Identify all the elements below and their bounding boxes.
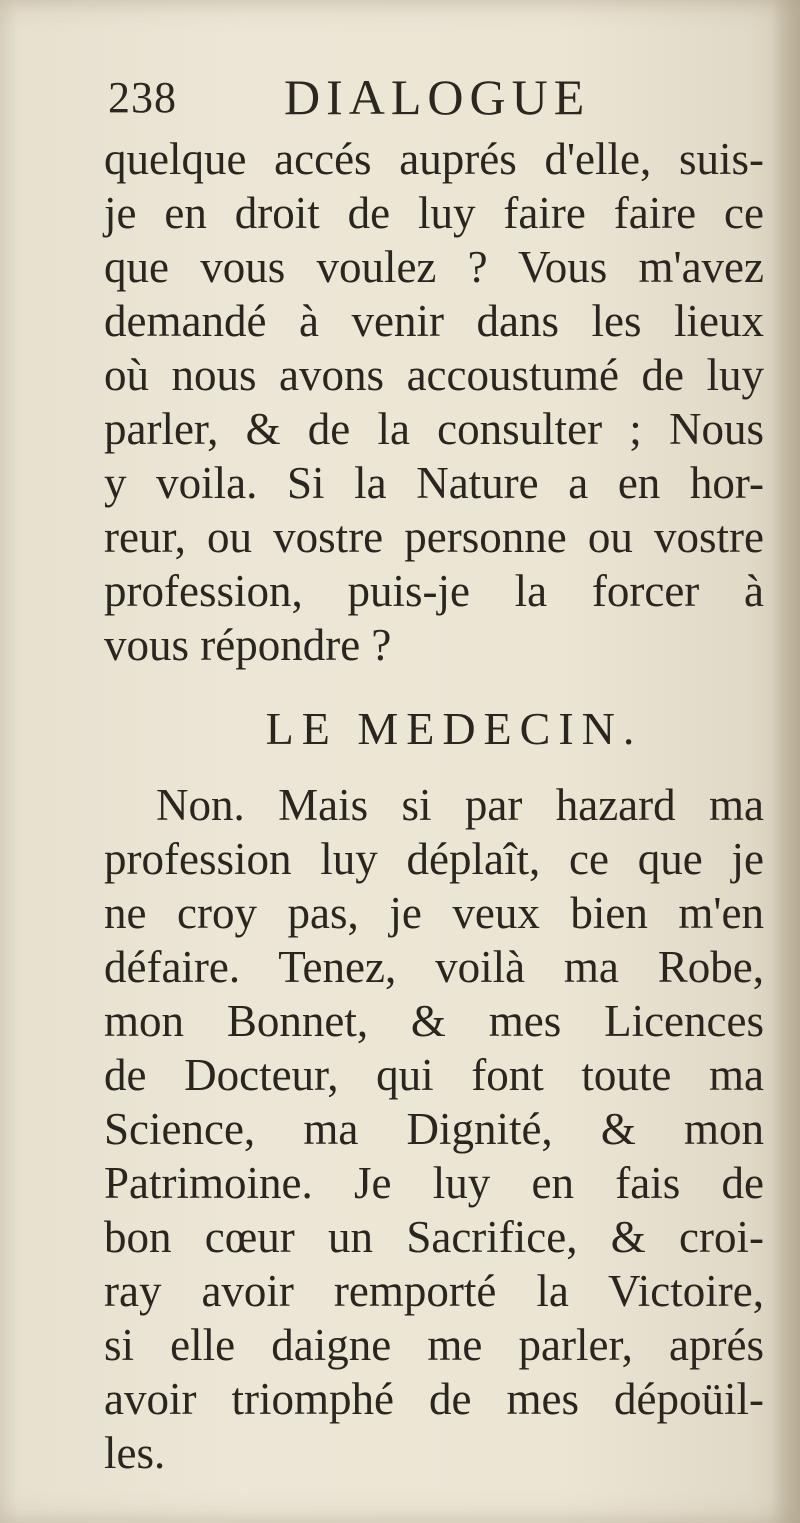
- text-line: Patrimoine. Je luy en fais de: [104, 1158, 764, 1208]
- text-line: ray avoir remporté la Victoire,: [104, 1266, 764, 1316]
- text-line: je en droit de luy faire faire ce: [104, 188, 764, 238]
- text-line: si elle daigne me parler, aprés: [104, 1320, 764, 1370]
- text-line: de Docteur, qui font toute ma: [104, 1050, 764, 1100]
- page-header: [108, 68, 748, 138]
- text-line: avoir triomphé de mes dépoüil-: [104, 1374, 764, 1424]
- text-line: les.: [104, 1428, 166, 1478]
- paragraph-1: [104, 132, 764, 672]
- text-line: Non. Mais si par hazard ma: [156, 780, 764, 830]
- text-line: parler, & de la consulter ; Nous: [104, 404, 764, 454]
- text-line: que vous voulez ? Vous m'avez: [104, 242, 764, 292]
- speaker-heading: LE MEDECIN.: [265, 703, 643, 754]
- text-line: demandé à venir dans les lieux: [104, 296, 764, 346]
- text-line: y voila. Si la Nature a en hor-: [104, 458, 764, 508]
- text-line: défaire. Tenez, voilà ma Robe,: [104, 942, 764, 992]
- page-number: 238: [108, 73, 177, 122]
- page-text: [104, 132, 764, 1480]
- running-head: DIALOGUE: [284, 69, 591, 125]
- text-line: profession luy déplaît, ce que je: [104, 834, 764, 884]
- text-line: où nous avons accoustumé de luy: [104, 350, 764, 400]
- page-edge-shadow: [772, 0, 800, 1523]
- text-line: quelque accés auprés d'elle, suis-: [104, 134, 764, 184]
- text-line: ne croy pas, je veux bien m'en: [104, 888, 764, 938]
- paragraph-2: [104, 778, 764, 1480]
- text-line: Science, ma Dignité, & mon: [104, 1104, 764, 1154]
- text-line: reur, ou vostre personne ou vostre: [104, 512, 764, 562]
- text-line: mon Bonnet, & mes Licences: [104, 996, 764, 1046]
- text-line: bon cœur un Sacrifice, & croi-: [104, 1212, 764, 1262]
- text-line: vous répondre ?: [104, 620, 392, 670]
- text-line: profession, puis-je la forcer à: [104, 566, 764, 616]
